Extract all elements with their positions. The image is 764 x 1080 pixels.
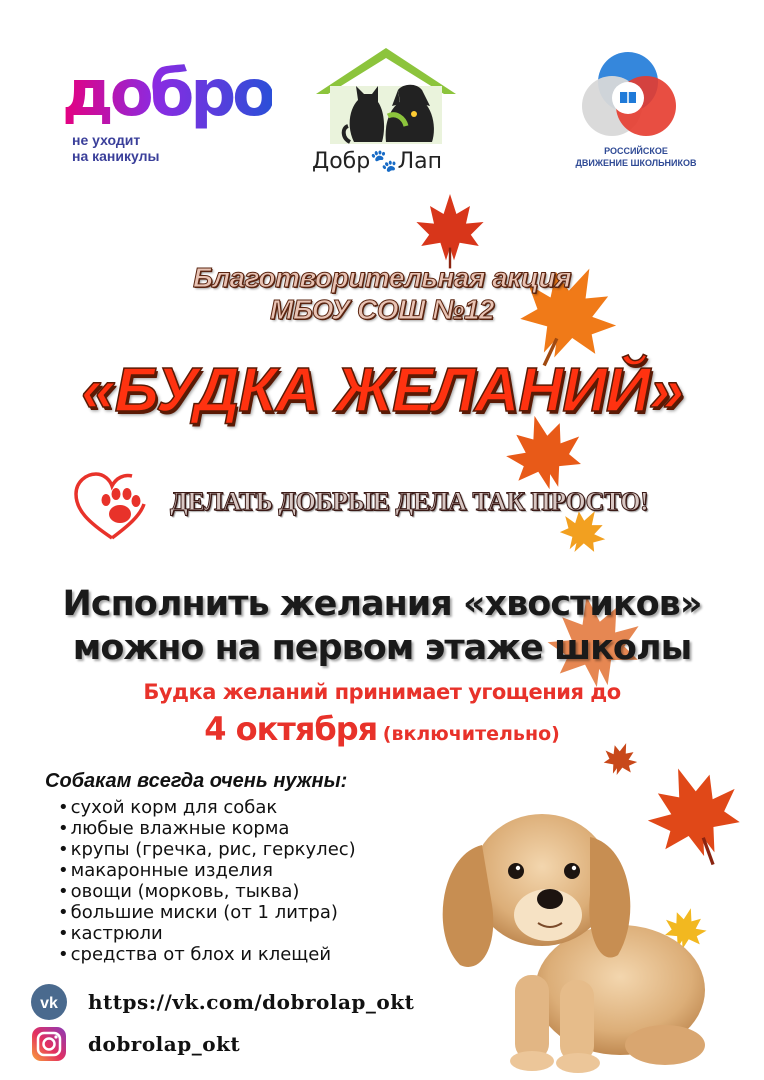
dobrolap-logo-name: Добр🐾Лап bbox=[312, 149, 443, 174]
puppy-illustration bbox=[420, 775, 720, 1075]
needs-list bbox=[58, 797, 356, 965]
slogan: ДЕЛАТЬ ДОБРЫЕ ДЕЛА ТАК ПРОСТО! bbox=[170, 487, 649, 516]
vk-contact[interactable] bbox=[30, 982, 414, 1022]
needs-title: Собакам всегда очень нужны: bbox=[45, 770, 348, 792]
list-item: • овощи (морковь, тыква) bbox=[58, 881, 356, 902]
heart-paw-icon bbox=[70, 470, 155, 545]
rdsh-logo-caption: РОССИЙСКОЕ ДВИЖЕНИЕ ШКОЛЬНИКОВ bbox=[575, 146, 697, 168]
list-item: • большие миски (от 1 литра) bbox=[58, 902, 356, 923]
instagram-handle[interactable]: dobrolap_okt bbox=[88, 1032, 241, 1056]
list-item: • макаронные изделия bbox=[58, 860, 356, 881]
house-pets-icon bbox=[306, 46, 466, 146]
svg-text:vk: vk bbox=[40, 995, 58, 1012]
deadline-date: 4 октября bbox=[204, 710, 378, 748]
dobrolap-logo bbox=[306, 46, 466, 181]
instagram-icon bbox=[30, 1025, 68, 1063]
instagram-contact[interactable] bbox=[30, 1024, 240, 1064]
deadline-date-line bbox=[0, 710, 764, 748]
rdsh-circles-icon bbox=[580, 44, 690, 144]
page-title: «БУДКА ЖЕЛАНИЙ» bbox=[81, 356, 683, 425]
event-subtitle: Благотворительная акция bbox=[192, 262, 572, 293]
list-item: • кастрюли bbox=[58, 923, 356, 944]
list-item: • крупы (гречка, рис, геркулес) bbox=[58, 839, 356, 860]
info-line-2: можно на первом этаже школы bbox=[72, 628, 692, 668]
list-item: • средства от блох и клещей bbox=[58, 944, 356, 965]
list-item: • сухой корм для собак bbox=[58, 797, 356, 818]
dobro-logo bbox=[62, 57, 273, 168]
vk-icon bbox=[30, 983, 68, 1021]
rdsh-logo bbox=[575, 44, 697, 184]
maple-leaf-icon bbox=[410, 190, 490, 270]
deadline-note: (включительно) bbox=[382, 723, 560, 745]
list-item: • любые влажные корма bbox=[58, 818, 356, 839]
info-line-1: Исполнить желания «хвостиков» bbox=[62, 584, 702, 624]
paw-icon: 🐾 bbox=[370, 149, 398, 174]
vk-link[interactable]: https://vk.com/dobrolap_okt bbox=[88, 990, 415, 1014]
dobro-logo-tagline: не уходит на каникулы bbox=[72, 132, 160, 164]
school-name: МБОУ СОШ №12 bbox=[270, 294, 494, 325]
dobro-logo-word: добро bbox=[62, 54, 272, 134]
deadline-text: Будка желаний принимает угощения до bbox=[143, 680, 621, 704]
